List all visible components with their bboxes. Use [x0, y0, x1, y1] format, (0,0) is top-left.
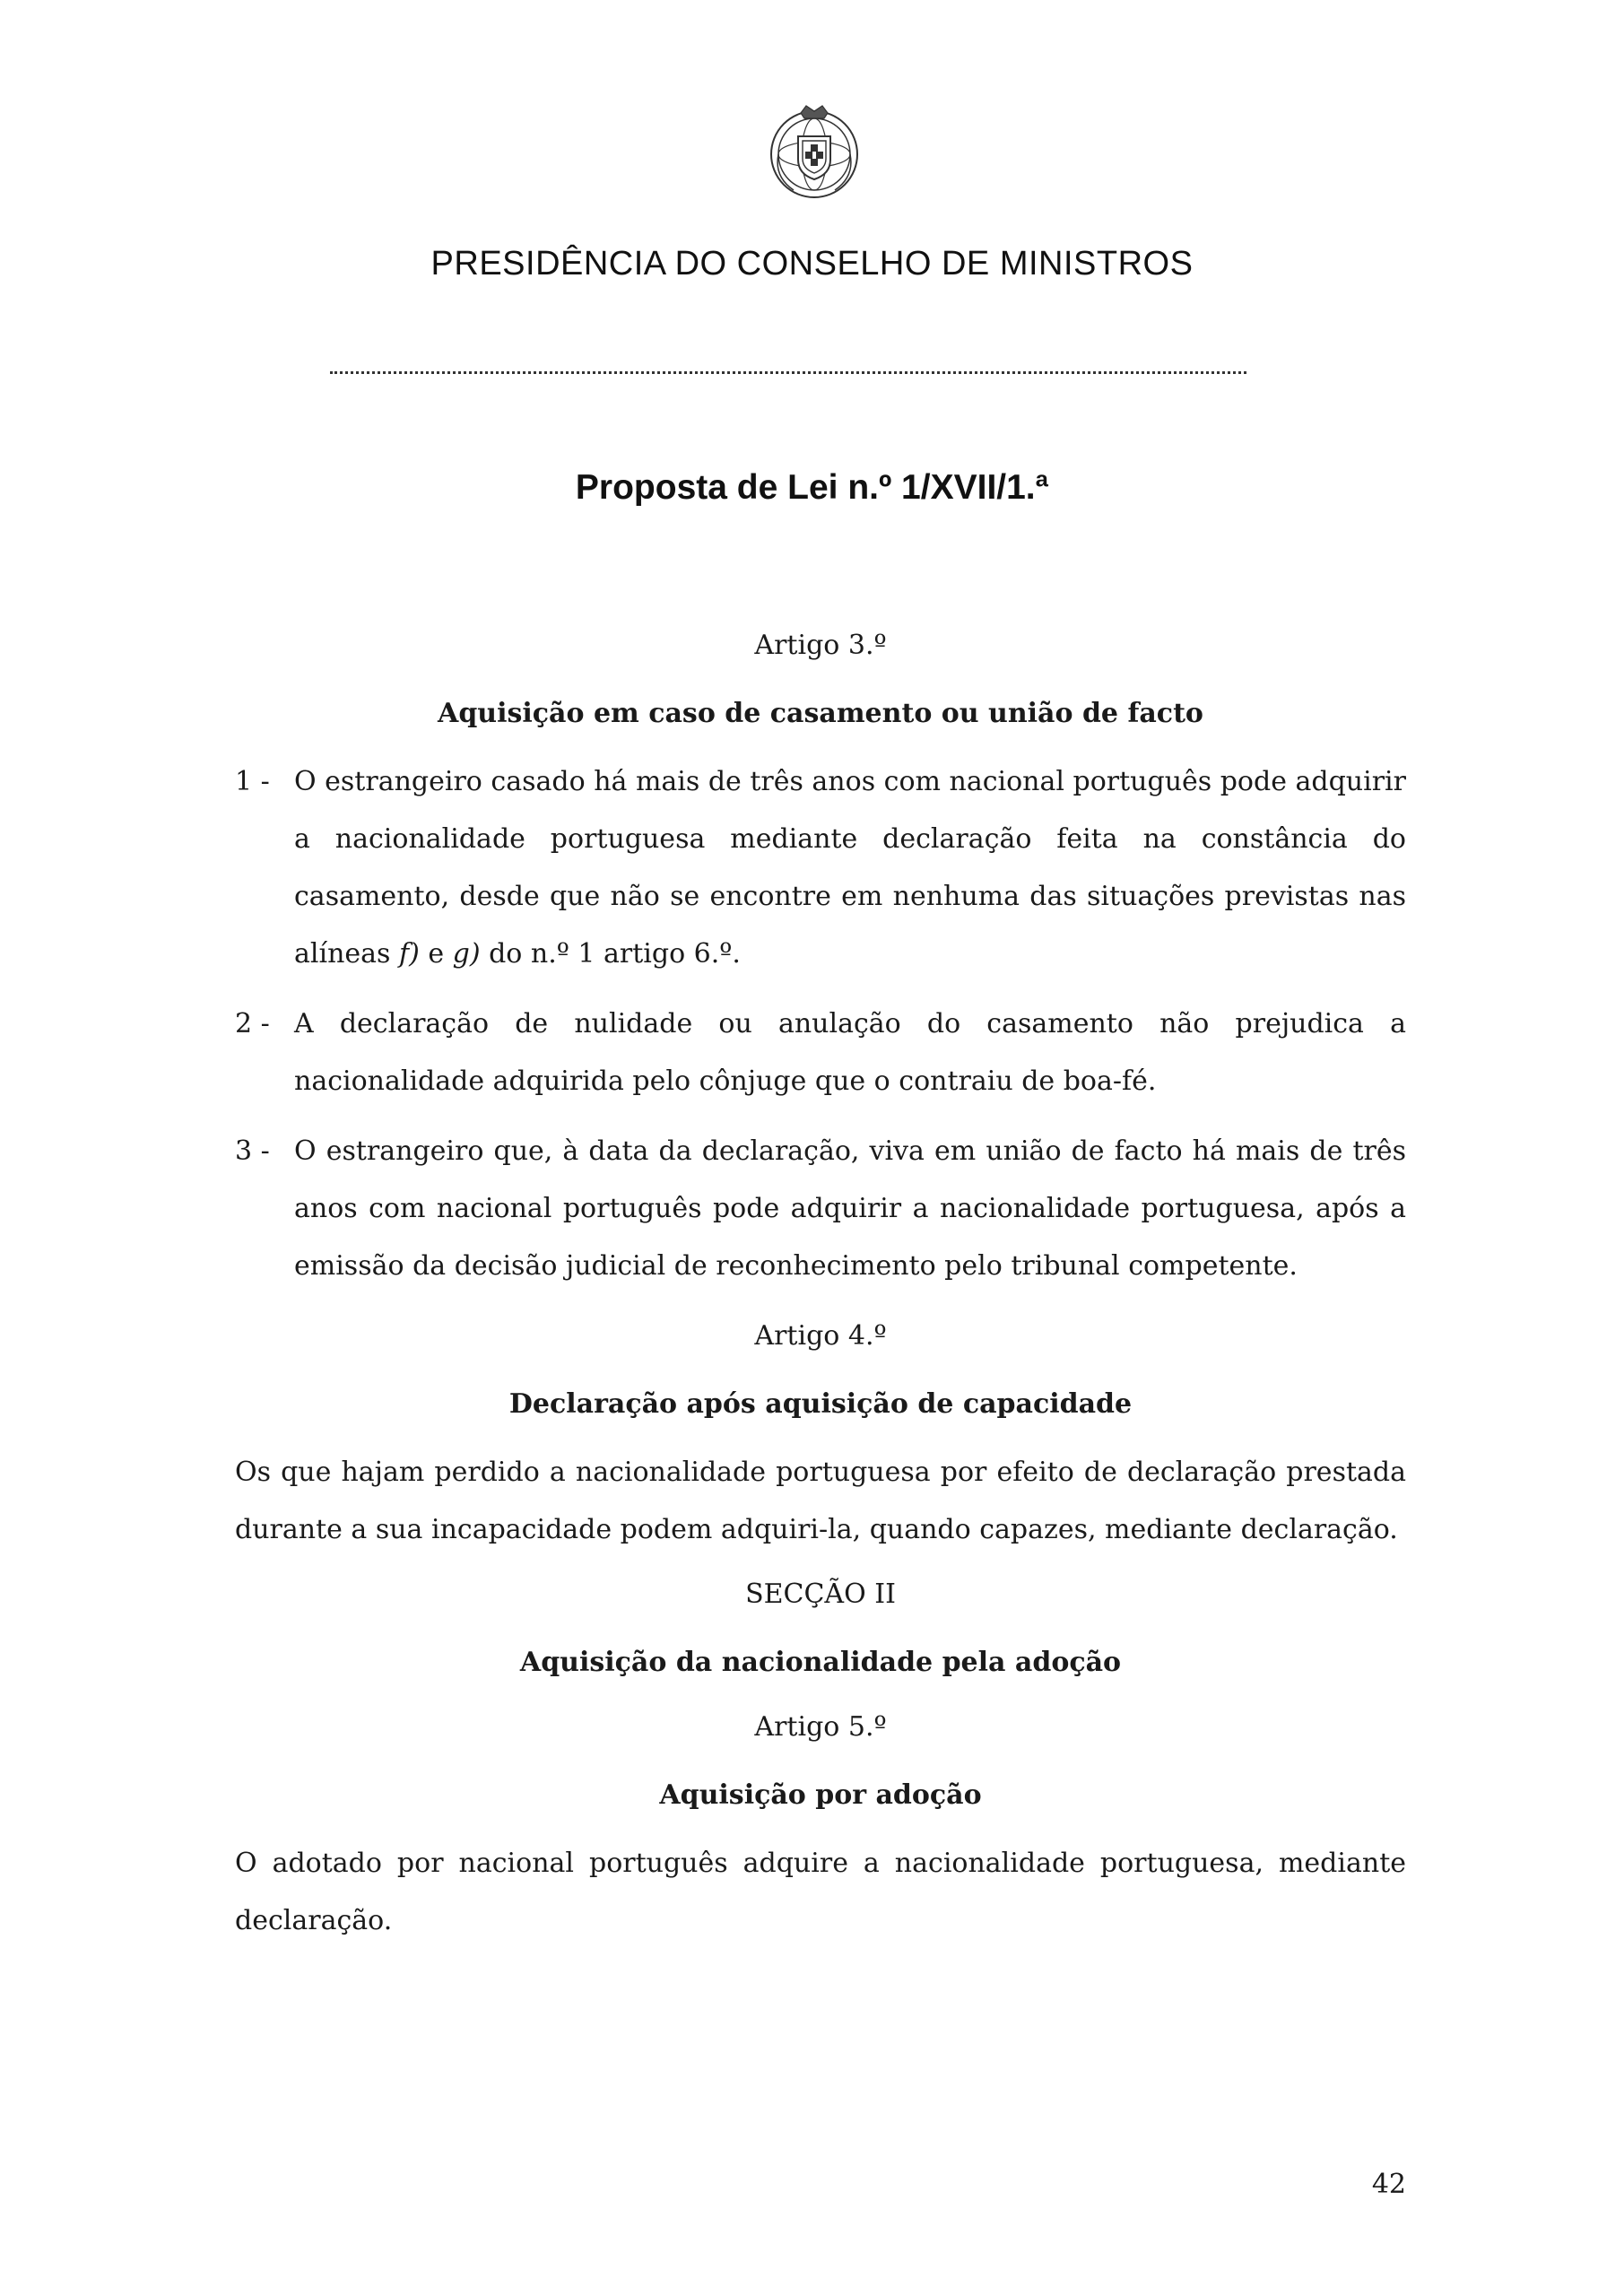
item-number: 2 -: [235, 1008, 270, 1039]
article-4-text: Os que hajam perdido a nacionalidade portuguesa por efeito de declaração prestada durante a sua incapacidade podem adquiri-la, quando capazes, mediante declaração.: [235, 1457, 1406, 1545]
article-5-number: Artigo 5.º: [754, 1711, 887, 1743]
item-number: 1 -: [235, 766, 270, 797]
portuguese-coat-of-arms-icon: [767, 100, 862, 204]
section-2-label: SECÇÃO II: [745, 1578, 896, 1610]
article-3-number: Artigo 3.º: [754, 630, 887, 661]
article-5-text: O adotado por nacional português adquire a nacionalidade portuguesa, mediante declaração.: [235, 1848, 1406, 1936]
proposal-title: Proposta de Lei n.º 1/XVII/1.ª: [575, 468, 1049, 507]
item-text-before: O estrangeiro casado há mais de três anos com nacional português pode adquirir a nacionalidade portuguesa mediante declaração feita na constância do casamento, desde que não se encontre em nenhuma das situações previstas nas alíneas: [294, 766, 1406, 970]
alinea-f: f): [398, 938, 420, 970]
article-3-item-3: [235, 1123, 1406, 1295]
page-number: 42: [1371, 2169, 1406, 2200]
article-4-number: Artigo 4.º: [754, 1320, 887, 1352]
article-3-paragraphs: [235, 753, 1406, 1295]
article-4-title: Declaração após aquisição de capacidade: [508, 1388, 1133, 1420]
item-text: [294, 753, 1406, 983]
document-body: [235, 617, 1406, 1950]
item-conjunction: e: [419, 938, 453, 970]
item-text-after: do n.º 1 artigo 6.º.: [480, 938, 741, 970]
alinea-g: g): [452, 938, 481, 970]
article-3-item-1: [235, 753, 1406, 983]
item-text: O estrangeiro que, à data da declaração, viva em união de facto há mais de três anos com nacional português pode adquirir a nacionalidade portuguesa, após a emissão da decisão judicial de reconhecimento pelo tribunal competente.: [294, 1135, 1406, 1282]
section-2-title: Aquisição da nacionalidade pela adoção: [519, 1647, 1122, 1678]
dotted-separator: [330, 371, 1246, 374]
item-text: A declaração de nulidade ou anulação do casamento não prejudica a nacionalidade adquirida pelo cônjuge que o contraiu de boa-fé.: [294, 1008, 1406, 1097]
article-3-item-2: [235, 996, 1406, 1110]
article-5-title: Aquisição por adoção: [659, 1779, 982, 1811]
institution-header: PRESIDÊNCIA DO CONSELHO DE MINISTROS: [430, 245, 1194, 283]
article-3-title: Aquisição em caso de casamento ou união de facto: [438, 698, 1203, 729]
item-number: 3 -: [235, 1135, 270, 1167]
